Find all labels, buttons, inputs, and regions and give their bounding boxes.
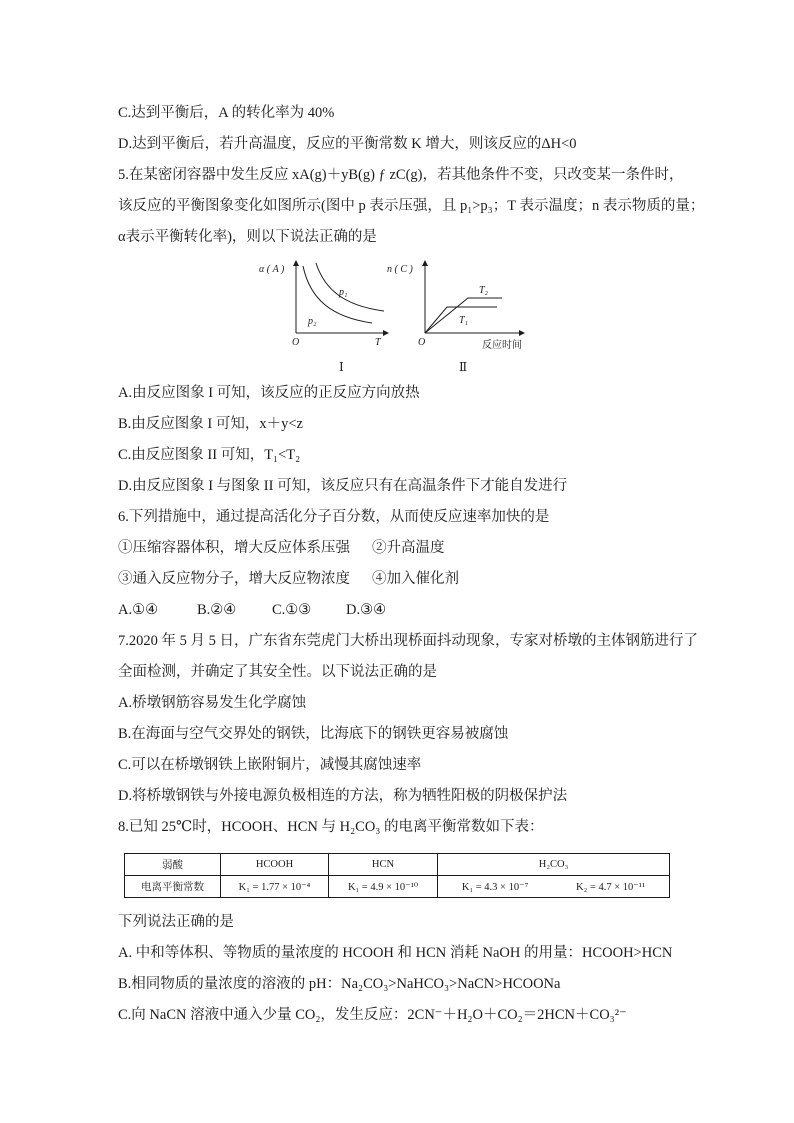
q7-option-a: A.桥墩钢筋容易发生化学腐蚀 <box>118 695 307 711</box>
h2co3-constants <box>438 881 669 893</box>
table-cell-hcooh-k1: K₁ = 1.77 × 10⁻⁴ <box>221 876 329 898</box>
table-header-hcooh: HCOOH <box>221 854 329 876</box>
q6-choice-d: D.③④ <box>346 602 387 618</box>
graph-1-caption: Ⅰ <box>339 360 344 374</box>
q6-stem: 6.下列措施中，通过提高活化分子百分数，从而使反应速率加快的是 <box>118 509 550 525</box>
q6-item-1: ①压缩容器体积，增大反应体系压强 <box>118 540 350 556</box>
q8-prompt: 下列说法正确的是 <box>118 914 234 930</box>
graph-1-origin-label: O <box>292 337 300 348</box>
q6-item-2: ②升高温度 <box>372 540 445 556</box>
q7-stem-line-1: 7.2020 年 5 月 5 日，广东省东莞虎门大桥出现桥面抖动现象，专家对桥墩的主体钢筋进行了 <box>118 633 698 649</box>
table-cell-h2co3-k1: K₁ = 4.3 × 10⁻⁷ <box>461 881 529 893</box>
q8-option-a: A. 中和等体积、等物质的量浓度的 HCOOH 和 HCN 消耗 NaOH 的用量：HCOOH>HCN <box>118 945 673 961</box>
q6-item-4: ④加入催化剂 <box>372 571 459 587</box>
q5-option-d: D.由反应图象 I 与图象 II 可知，该反应只有在高温条件下才能自发进行 <box>118 478 568 494</box>
graph-2-y-label: n ( C ) <box>387 264 413 275</box>
q6-choices <box>118 595 718 626</box>
q8-option-b: B.相同物质的量浓度的溶液的 pH：Na₂CO₃>NaHCO₃>NaCN>HCOONa <box>118 976 561 992</box>
graph-2-t1-label: T₁ <box>459 315 469 326</box>
graph-1-p2-label: p₂ <box>308 316 317 327</box>
q8-table-wrap <box>124 853 669 898</box>
q6-choice-b: B.②④ <box>197 602 237 618</box>
q4-option-d: D.达到平衡后，若升高温度，反应的平衡常数 K 增大，则该反应的ΔH<0 <box>118 136 577 152</box>
page-content <box>118 98 718 1031</box>
table-cell-hcn-k1: K₁ = 4.9 × 10⁻¹⁰ <box>329 876 438 898</box>
graph-1-x-label: T <box>375 337 381 348</box>
q6-choice-c: C.①③ <box>272 602 312 618</box>
q5-option-c: C.由反应图象 II 可知，T₁<T₂ <box>118 447 301 463</box>
graph-1-p1-label: p₁ <box>339 287 348 298</box>
graph-1 <box>259 261 388 374</box>
graph-2-x-label: 反应时间 <box>482 340 522 351</box>
graph-1-y-label: α ( A ) <box>259 264 285 275</box>
q7-option-b: B.在海面与空气交界处的钢铁，比海底下的钢铁更容易被腐蚀 <box>118 726 509 742</box>
graph-2-caption: Ⅱ <box>459 360 468 374</box>
graph-2-t2-label: T₂ <box>479 285 489 296</box>
q5-option-a: A.由反应图象 I 可知，该反应的正反应方向放热 <box>118 385 420 401</box>
q6-items-row-2 <box>118 564 718 595</box>
q7-stem-line-2: 全面检测，并确定了其安全性。以下说法正确的是 <box>118 664 437 680</box>
q4-option-c: C.达到平衡后，A 的转化率为 40% <box>118 105 335 121</box>
graph-2 <box>387 261 524 374</box>
ionization-constants-table <box>124 853 670 898</box>
q5-graphs <box>0 253 794 378</box>
table-row <box>125 876 670 898</box>
q5-figure <box>118 253 718 378</box>
q5-option-b: B.由反应图象 I 可知，x＋y<z <box>118 416 303 432</box>
q8-option-c: C.向 NaCN 溶液中通入少量 CO₂，发生反应：2CN⁻＋H₂O＋CO₂＝2HCN＋CO₃²⁻ <box>118 1007 627 1023</box>
table-header-h2co3: H₂CO₃ <box>438 854 670 876</box>
q7-option-d: D.将桥墩钢铁与外接电源负极相连的方法，称为牺牲阳极的阴极保护法 <box>118 788 568 804</box>
q5-stem-line-2: 该反应的平衡图象变化如图所示(图中 p 表示压强，且 p₁>p₃；T 表示温度；n 表示物质的量； <box>118 198 705 214</box>
table-header-hcn: HCN <box>329 854 438 876</box>
q6-choice-a: A.①④ <box>118 602 159 618</box>
table-header-acid: 弱酸 <box>125 854 221 876</box>
q8-stem: 8.已知 25℃时，HCOOH、HCN 与 H₂CO₃ 的电离平衡常数如下表： <box>118 819 544 835</box>
graph-2-origin-label: O <box>418 337 426 348</box>
graph-1-curve-p1 <box>316 263 384 311</box>
q5-stem-line-3: α表示平衡转化率)，则以下说法正确的是 <box>118 229 377 245</box>
table-header-row <box>125 854 670 876</box>
q6-items-row-1 <box>118 533 718 564</box>
q5-stem-line-1: 5.在某密闭容器中发生反应 xA(g)＋yB(g) ƒ zC(g)，若其他条件不变，只改变某一条件时， <box>118 167 684 183</box>
table-cell-h2co3 <box>438 876 670 898</box>
table-cell-h2co3-k2: K₂ = 4.7 × 10⁻¹¹ <box>576 881 646 893</box>
q6-item-3: ③通入反应物分子，增大反应物浓度 <box>118 571 350 587</box>
q7-option-c: C.可以在桥墩钢铁上嵌附铜片，减慢其腐蚀速率 <box>118 757 422 773</box>
table-row-label: 电离平衡常数 <box>125 876 221 898</box>
